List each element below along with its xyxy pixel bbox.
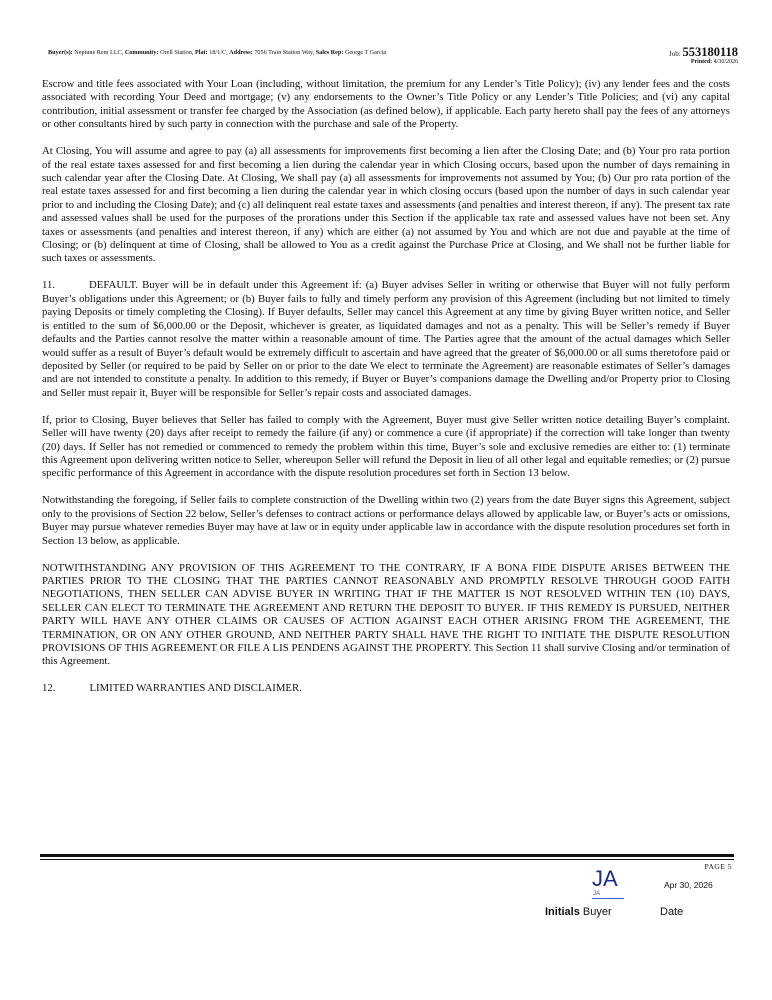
buyer-value: Neptune Rem LLC, xyxy=(74,49,124,56)
community-value: Orell Station, xyxy=(160,49,194,56)
sales-rep-value: George T Garcia xyxy=(344,49,387,56)
printed-label: Printed: xyxy=(690,59,713,65)
section-11-number: 11. xyxy=(42,279,56,292)
header-meta-line xyxy=(48,49,386,56)
printed-date: 4/30/2026 xyxy=(713,59,738,65)
buyer-initials-signature: JA xyxy=(592,866,618,891)
job-line xyxy=(669,45,738,60)
initials-buyer-label xyxy=(545,906,612,918)
paragraph-assessments-taxes: At Closing, You will assume and agree to pay (a) all assessments for improvements first becoming a lien after the Closing Date; and (b) Your pro rata portion of the real estate taxes assessed for and first becoming a lien during the calendar year in which Closing occurs, based upon the number of days remaining in such calendar year after the Closing Date. At Closing, We shall pay (a) all assessments for improvements not assumed by You; (b) Our pro rata portion of the real estate taxes assessed for and first becoming a lien during the calendar year in which closing occurs (based upon the number of days in such calendar year prior to and including the Closing Date); and (c) all delinquent real estate taxes and assessments (and penalties and interest thereon, if any). The present tax rate and assessed values shall be used for the purposes of the prorations under this Section if the applicable tax rate and assessed values have not been set. Any taxes or assessments (and penalties and interest thereon, if any) which are either (a) not assumed by You and which are not due and payable at the time of Closing; or (b) delinquent at time of Closing, shall be allowed to You as a credit against the Purchase Price at Closing, and We shall not be further liable for such taxes or assessments. xyxy=(42,145,730,265)
address-value: 7056 Train Station Way, xyxy=(254,49,315,56)
section-11-default xyxy=(42,279,730,400)
buyer-initials-caption: JA xyxy=(593,891,601,897)
section-12-heading xyxy=(42,682,730,695)
job-number: 553180118 xyxy=(682,45,738,59)
plat-label: Plat: xyxy=(194,49,208,56)
initials-word: Initials xyxy=(545,906,580,918)
document-body xyxy=(42,78,730,709)
sales-rep-label: Sales Rep: xyxy=(315,49,344,56)
footer-rule xyxy=(40,854,734,860)
plat-value: 18/1/C, xyxy=(209,49,228,56)
section-12-number: 12. xyxy=(42,682,56,695)
job-label: Job: xyxy=(669,50,681,58)
job-block xyxy=(669,45,738,65)
paragraph-construction-delay: Notwithstanding the foregoing, if Seller fails to complete construction of the Dwelling within two (2) years from the date Buyer signs this Agreement, subject only to the provisions of Section 22 below, Seller’s defenses to contract actions or performance delays allowed by applicable law, or Buyer’s acts or omissions, Buyer may pursue whatever remedies Buyer may have at law or in equity under applicable law in accordance with the dispute resolution procedures set forth in Section 13 below, as applicable. xyxy=(42,494,730,547)
page-number: PAGE 5 xyxy=(704,862,732,871)
section-12-text: LIMITED WARRANTIES AND DISCLAIMER. xyxy=(89,682,302,695)
paragraph-buyer-complaint: If, prior to Closing, Buyer believes that Seller has failed to comply with the Agreement, Buyer must give Seller written notice detailing Buyer’s complaint. Seller will have twenty (20) days after receipt to remedy the failure (if any) or commence a cure (if appropriate) if the correction will take longer than twenty (20) days. If Seller has not remedied or commenced to remedy the problem within this time, Buyer’s sole and exclusive remedies are either to: (1) terminate this Agreement upon delivering written notice to Seller, whereupon Seller will refund the Deposit in lieu of all other legal and equitable remedies; or (2) pursue specific performance of this Agreement in accordance with the dispute resolution procedures set forth in Section 13 below. xyxy=(42,413,730,480)
paragraph-escrow-fees: Escrow and title fees associated with Your Loan (including, without limitation, the premium for any Lender’s Title Policy); (iv) any lender fees and the costs associated with recording Your Deed and mortgage; (v) any endorsements to the Owner’s Title Policy or any Lender’s Title Policies; and (vi) any capital contribution, initial assessment or transfer fee charged by the Association (as defined below), if applicable. Each party hereto shall pay the fees of any attorneys or other consultants hired by such party in connection with the purchase and sale of the Property. xyxy=(42,78,730,131)
paragraph-dispute-notice: NOTWITHSTANDING ANY PROVISION OF THIS AGREEMENT TO THE CONTRARY, IF A BONA FIDE DISPUTE ARISES BETWEEN THE PARTIES PRIOR TO THE CLOSING THAT THE PARTIES CANNOT REASONABLY AND PROMPTLY RESOLVE THROUGH GOOD FAITH NEGOTIATIONS, THEN SELLER CAN ADVISE BUYER IN WRITING THAT IF THE MATTER IS NOT RESOLVED WITHIN TEN (10) DAYS, SELLER CAN ELECT TO TERMINATE THE AGREEMENT AND RETURN THE DEPOSIT TO BUYER. IF THIS REMEDY IS PURSUED, NEITHER PARTY WILL HAVE ANY OTHER CLAIMS OR CAUSES OF ACTION AGAINST EACH OTHER ARISING FROM THE AGREEMENT, THE TERMINATION, OR ON ANY OTHER GROUND, AND NEITHER PARTY SHALL HAVE THE RIGHT TO INITIATE THE DISPUTE RESOLUTION PROVISIONS OF THIS AGREEMENT OR FILE A LIS PENDENS AGAINST THE PROPERTY. This Section 11 shall survive Closing and/or termination of this Agreement. xyxy=(42,561,730,668)
date-label: Date xyxy=(660,906,684,918)
buyer-label: Buyer(s): xyxy=(48,49,73,56)
section-11-text: DEFAULT. Buyer will be in default under this Agreement if: (a) Buyer advises Seller in writing or otherwise that Buyer will not fully perform Buyer’s obligations under this Agreement; or (b) Buyer fails to fully and timely perform any provision of this Agreement (including but not limited to timely paying Deposits or timely completing the Closing). If Buyer defaults, Seller may cancel this Agreement at any time by giving Buyer written notice, and Seller is entitled to the sum of $6,000.00 or the Deposit, whichever is greater, as liquidated damages and not as a penalty. This will be Seller’s remedy if Buyer defaults and the Parties cannot resolve the matter within a reasonable amount of time. The Parties agree that the amount of the actual damages which Seller would suffer as a result of Buyer’s default would be extremely difficult to ascertain and have agreed that the greater of $6,000.00 or all sums theretofore paid or deposited by Seller (or required to be paid by Seller on or prior to the date We elect to terminate the Agreement) are reasonable estimates of Seller’s damages and are not intended to constitute a penalty. In addition to this remedy, if Buyer or Buyer’s companions damage the Dwelling and/or Property prior to Closing and Seller must repair it, Buyer will be responsible for Seller’s repair costs and associated damages. xyxy=(42,279,730,399)
address-label: Address: xyxy=(229,49,253,56)
community-label: Community: xyxy=(124,49,159,56)
signed-date: Apr 30, 2026 xyxy=(664,880,713,890)
document-header xyxy=(48,45,738,75)
buyer-word: Buyer xyxy=(582,906,612,918)
initials-signature-line xyxy=(592,898,624,899)
